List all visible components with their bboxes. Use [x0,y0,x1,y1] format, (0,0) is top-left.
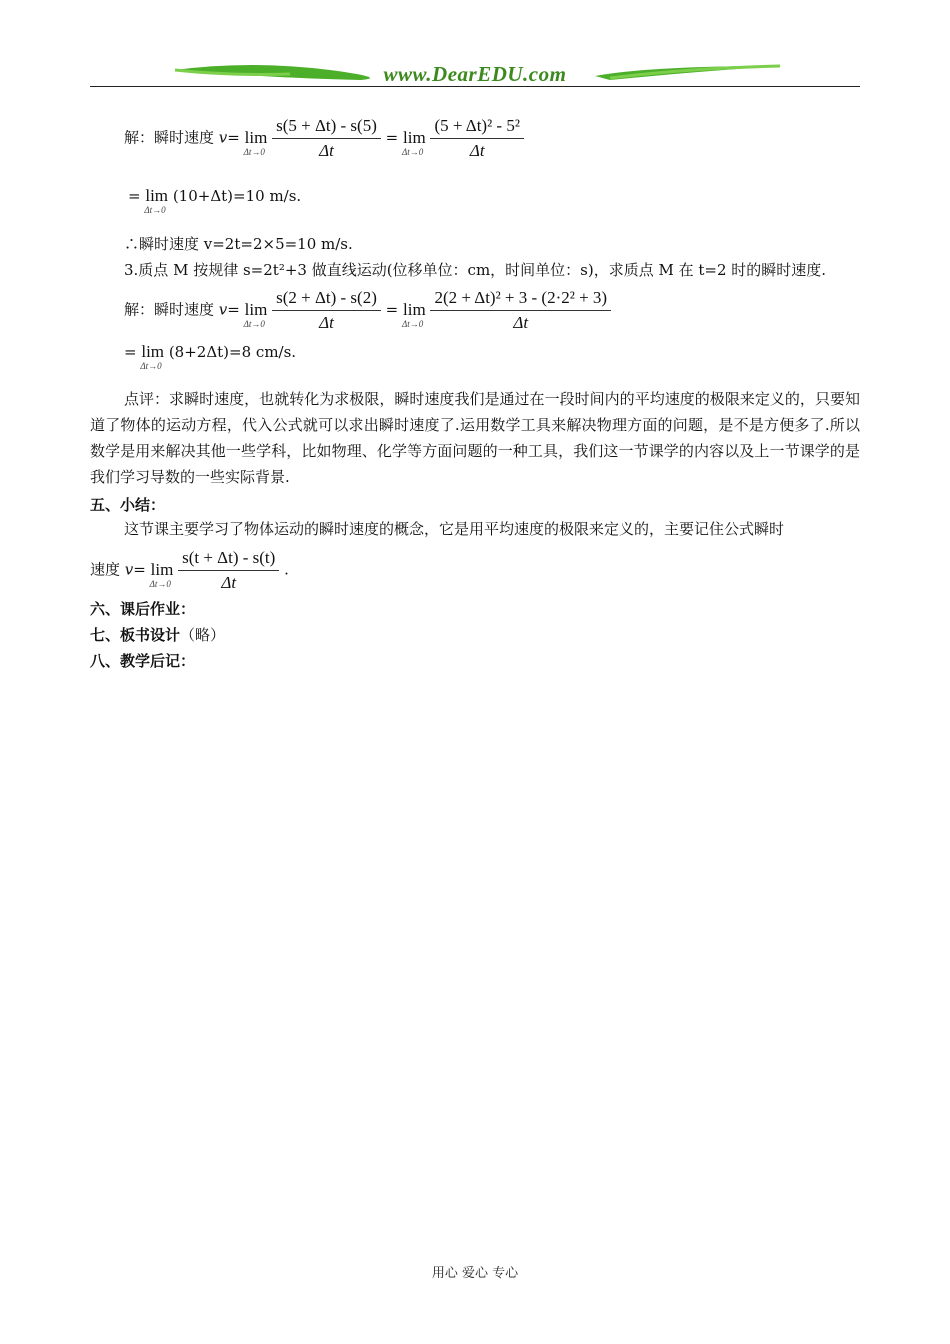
fraction: $\frac{s(t + \Delta t) - s(t)}{\Delta t}$ [178,548,279,593]
limit-operator: lim Δt→0 [243,299,268,329]
solution-line-4: = lim Δt→0 (8+2Δt)=8 cm/s. [124,342,297,371]
fraction: $\frac{\text{2(2 + Δt)² + 3 - (2·2² + 3)}}{\Delta t}$ [430,288,611,333]
page-header [90,58,860,90]
conclusion-line: ∴瞬时速度 v=2t=2×5=10 m/s. [124,235,353,253]
solution-label: 解：瞬时速度 [124,300,219,319]
summary-formula: 速度 v= lim Δt→0 $\frac{s(t + \Delta t) - s(t)}{\Delta t}$ . [90,548,289,592]
solution-line-1 [124,116,524,161]
equals-sign: = [385,128,399,147]
summary-text: 这节课主要学习了物体运动的瞬时速度的概念，它是用平均速度的极限来定义的，主要记住公式瞬时 [124,520,785,538]
limit-operator: lim Δt→0 [149,559,174,589]
fraction: $\frac{\text{(5 + Δt)² - 5²}}{\Delta t}$ [430,116,523,161]
problem-3: 3.质点 M 按规律 s=2t²+3 做直线运动(位移单位：cm，时间单位：s)，求质点 M 在 t=2 时的瞬时速度. [124,261,827,279]
section-8-title: 八、教学后记： [90,652,196,670]
limit-operator: lim Δt→0 [243,127,268,157]
fraction: $\frac{s(2 + \Delta t) - s(2)}{\Delta t}$ [272,288,381,333]
equals-sign: = [227,128,240,147]
limit-operator: lim Δt→0 [402,299,426,329]
header-rule [90,86,860,87]
comment-paragraph: 点评：求瞬时速度，也就转化为求极限，瞬时速度我们是通过在一段时间内的平均速度的极限来定义的，只要知道了物体的运动方程，代入公式就可以求出瞬时速度了.运用数学工具来解决物理方面的问题，是不是方便多了.所以数学是用来解决其他一些学科，比如物理、化学等方面问题的一种工具，我们这一节课学的内容以及上一节课学的是我们学习导数的一些实际背景. [90,390,860,486]
solution-label: 解：瞬时速度 [124,128,219,147]
section-7-title: 七、板书设计 [90,626,181,644]
section-5-title: 五、小结： [90,496,166,514]
limit-result: (8+2Δt)=8 cm/s. [168,343,297,361]
page-footer: 用心 爱心 专心 [431,1266,519,1281]
limit-operator: lim Δt→0 [140,342,165,371]
section-7 [90,624,225,645]
site-logo-text: www.DearEDU.com [383,62,567,86]
velocity-symbol: v [218,128,228,147]
limit-result: (10+Δt)=10 m/s. [172,187,302,205]
limit-operator: lim Δt→0 [144,186,169,215]
section-7-note: （略） [180,626,226,644]
section-6-title: 六、课后作业： [90,600,196,618]
fraction: $\frac{s(5 + \Delta t) - s(5)}{\Delta t}$ [272,116,381,161]
solution-line-3: 解：瞬时速度 v= lim Δt→0 $\frac{s(2 + \Delta t) - s(2)}{\Delta t}$ = lim Δt→0 $\frac{\text{2(2 + Δt)² + 3 - (2·2² + 3)}}{\Delta t}$ [124,288,611,333]
solution-line-2: = lim Δt→0 (10+Δt)=10 m/s. [128,186,302,215]
limit-operator: lim Δt→0 [402,127,426,157]
